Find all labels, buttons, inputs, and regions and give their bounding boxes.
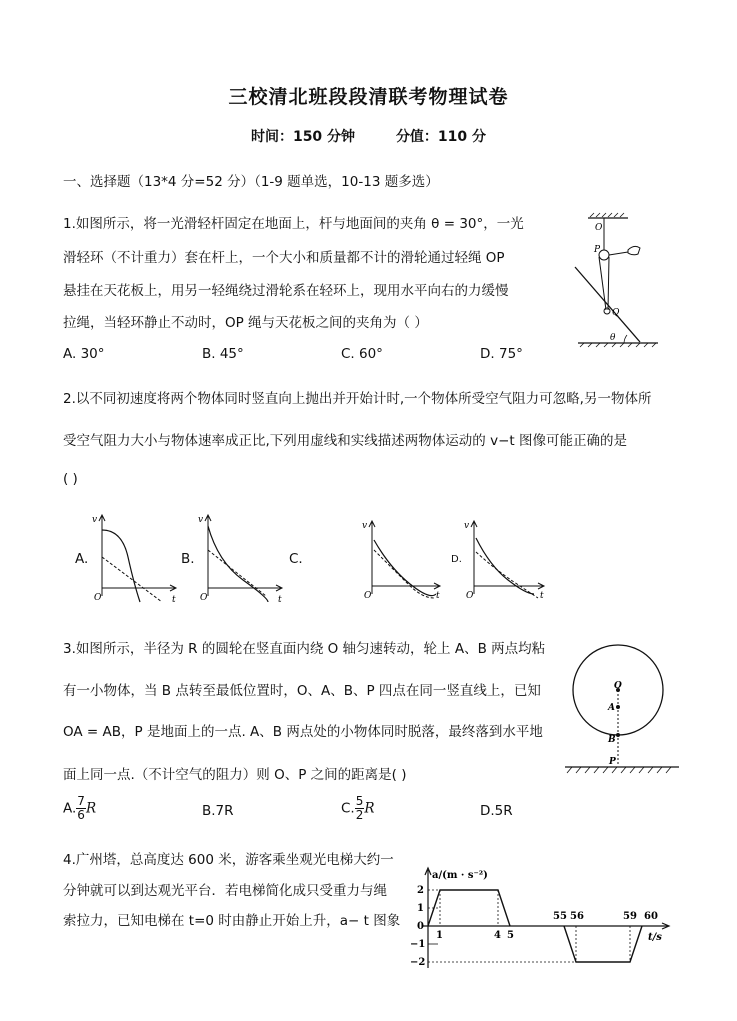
score-label: 分值：110 分 — [395, 129, 487, 145]
exam-info — [0, 126, 737, 146]
q4-y-axis-label: a/(m · s⁻²) — [432, 870, 488, 881]
q3-c-fraction — [355, 795, 365, 822]
q4-at-chart — [408, 862, 676, 974]
q3-label-b: B — [608, 735, 616, 745]
q2-graph-d — [464, 518, 549, 600]
q1-option-d: D. 75° — [480, 346, 523, 362]
q3-a-suffix: R — [85, 800, 97, 817]
q2-line-3: ( ) — [63, 471, 78, 487]
page-title: 三校清北班段段清联考物理试卷 — [228, 86, 509, 108]
q2-graph-b — [198, 512, 288, 604]
q2-b-axis-t: t — [278, 595, 282, 605]
q3-option-c — [341, 795, 375, 822]
q4-line-3: 索拉力，已知电梯在 t=0 时由静止开始上升，a− t 图象 — [63, 913, 401, 929]
q1-line-1: 1.如图所示，将一光滑轻杆固定在地面上，杆与地面间的夹角 θ = 30°，一光 — [63, 216, 524, 232]
q2-c-origin: O — [364, 591, 372, 601]
q1-line-4: 拉绳，当轻环静止不动时，OP 绳与天花板之间的夹角为（ ） — [63, 315, 428, 331]
q2-a-axis-v: v — [92, 515, 98, 525]
q2-graph-c-label: C. — [289, 551, 303, 567]
q4-y-tick-1: 1 — [417, 903, 424, 914]
q3-line-4: 面上同一点.（不计空气的阻力）则 O、P 之间的距离是( ) — [63, 767, 407, 783]
q3-line-3: OA = AB，P 是地面上的一点. A、B 两点处的小物体同时脱落，最终落到水平地 — [63, 724, 543, 740]
q2-d-origin: O — [466, 591, 474, 601]
q4-line-1: 4.广州塔，总高度达 600 米，游客乘坐观光电梯大约一 — [63, 852, 394, 868]
q2-graph-c — [360, 518, 445, 600]
q3-option-b: B.7R — [202, 803, 234, 819]
q3-c-num: 5 — [355, 794, 364, 808]
q1-label-p: P — [594, 245, 601, 255]
q2-d-axis-v: v — [464, 521, 470, 531]
q2-line-1: 2.以不同初速度将两个物体同时竖直向上抛出并开始计时,一个物体所受空气阻力可忽略,另一物体所 — [63, 391, 652, 407]
q3-a-num: 7 — [77, 794, 85, 808]
q4-x-tick-55: 55 — [553, 911, 567, 922]
q2-c-axis-t: t — [436, 591, 440, 601]
q3-line-2: 有一小物体，当 B 点转至最低位置时，O、A、B、P 四点在同一竖直线上，已知 — [63, 683, 541, 699]
q3-figure — [563, 650, 681, 780]
q3-option-d: D.5R — [480, 803, 513, 819]
q1-label-o: O — [595, 223, 603, 233]
q4-x-tick-5: 5 — [507, 930, 514, 941]
q2-graph-d-label: D. — [451, 554, 462, 565]
q2-a-origin: O — [94, 593, 102, 603]
q1-option-c: C. 60° — [341, 346, 383, 362]
q1-line-3: 悬挂在天花板上，用另一轻绳绕过滑轮系在轻环上，现用水平向右的力缓慢 — [63, 283, 509, 299]
q2-d-axis-t: t — [540, 591, 544, 601]
q1-option-a: A. 30° — [63, 346, 105, 362]
q3-label-p: P — [609, 757, 616, 767]
q1-figure — [570, 212, 660, 352]
q3-option-a — [63, 795, 96, 822]
q2-line-2: 受空气阻力大小与物体速率成正比,下列用虚线和实线描述两物体运动的 v−t 图像可能正确的是 — [63, 433, 627, 449]
q1-option-b: B. 45° — [202, 346, 244, 362]
time-label: 时间：150 分钟 — [250, 129, 356, 145]
q4-x-tick-1: 1 — [436, 930, 443, 941]
q3-c-prefix: C. — [341, 800, 355, 817]
q4-line-2: 分钟就可以到达观光平台．若电梯简化成只受重力与绳 — [63, 883, 387, 899]
q1-label-theta: θ — [610, 333, 616, 343]
q3-line-1: 3.如图所示，半径为 R 的圆轮在竖直面内绕 O 轴匀速转动，轮上 A、B 两点均粘 — [63, 641, 546, 657]
q4-y-tick-neg1: −1 — [410, 939, 426, 950]
section-heading: 一、选择题（13*4 分=52 分）（1-9 题单选，10-13 题多选） — [63, 174, 439, 190]
q2-c-axis-v: v — [362, 521, 368, 531]
q4-x-axis-label: t/s — [648, 932, 662, 943]
q4-x-tick-60: 60 — [644, 911, 658, 922]
q3-label-o: O — [614, 681, 622, 691]
q1-line-2: 滑轻环（不计重力）套在杆上，一个大小和质量都不计的滑轮通过轻绳 OP — [63, 250, 505, 266]
q1-label-q: Q — [612, 308, 620, 318]
q4-y-tick-neg2: −2 — [410, 957, 426, 968]
q2-graph-b-label: B. — [181, 551, 195, 567]
q2-b-origin: O — [200, 593, 208, 603]
q4-y-tick-0: 0 — [417, 921, 424, 932]
q3-a-prefix: A. — [63, 800, 77, 817]
q3-a-fraction — [76, 795, 86, 822]
q3-a-den: 6 — [77, 808, 85, 822]
q4-x-tick-56: 56 — [570, 911, 584, 922]
q4-x-tick-59: 59 — [623, 911, 637, 922]
q4-x-tick-4: 4 — [494, 930, 501, 941]
q2-a-axis-t: t — [172, 595, 176, 605]
q2-graph-a-label: A. — [75, 551, 89, 567]
q3-c-den: 2 — [355, 808, 364, 822]
q3-c-suffix: R — [364, 800, 375, 817]
q3-label-a: A — [608, 703, 615, 713]
q2-graph-a — [92, 512, 182, 604]
q4-y-tick-2: 2 — [417, 885, 424, 896]
q2-b-axis-v: v — [198, 515, 204, 525]
